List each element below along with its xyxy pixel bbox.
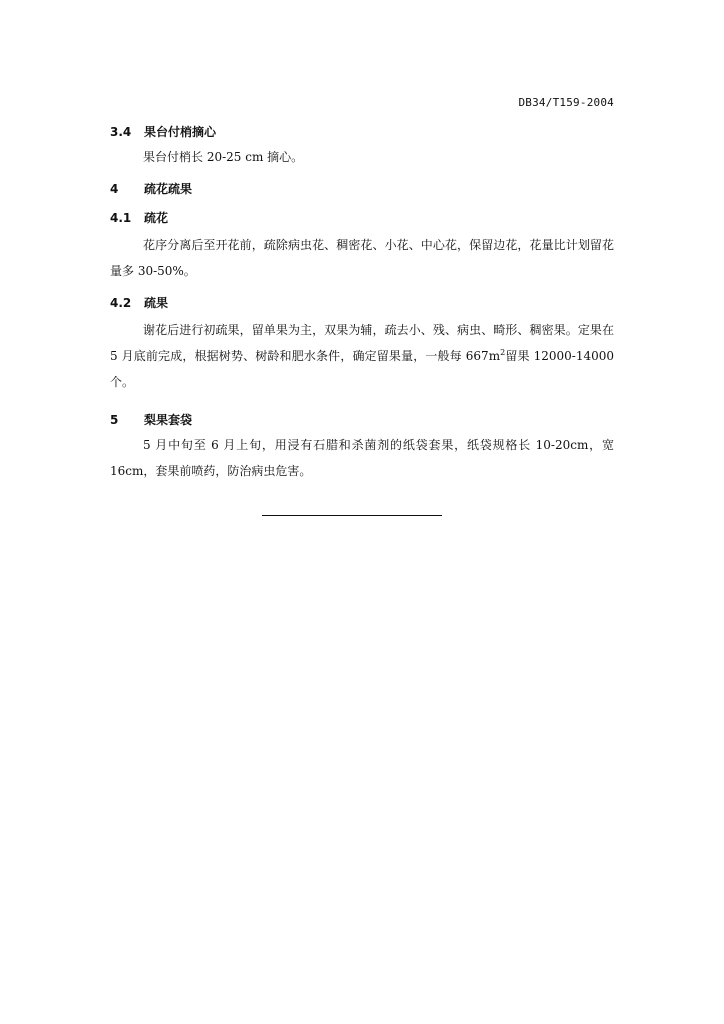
heading-4 bbox=[110, 180, 192, 197]
section-number: 4 bbox=[110, 182, 119, 196]
heading-3-4 bbox=[110, 123, 216, 140]
paragraph-text: 留果 12000-14000 个。 bbox=[110, 349, 614, 389]
section-title: 疏花 bbox=[144, 211, 169, 225]
end-rule bbox=[262, 515, 442, 516]
paragraph-3-4: 果台付梢长 20-25 cm 摘心。 bbox=[143, 150, 304, 164]
superscript: 2 bbox=[500, 348, 506, 357]
paragraph-5: 5 月中旬至 6 月上旬，用浸有石腊和杀菌剂的纸袋套果，纸袋规格长 10-20cm，宽 16cm，套果前喷药，防治病虫危害。 bbox=[110, 438, 614, 478]
heading-4-2 bbox=[110, 294, 168, 311]
paragraph-4-1: 花序分离后至开花前，疏除病虫花、稠密花、小花、中心花，保留边花，花量比计划留花量多 30-50%。 bbox=[110, 238, 614, 278]
section-number: 4.1 bbox=[110, 211, 132, 225]
heading-4-1 bbox=[110, 209, 168, 226]
section-title: 疏花疏果 bbox=[144, 182, 193, 196]
heading-5 bbox=[110, 411, 192, 428]
section-number: 5 bbox=[110, 413, 119, 427]
paragraph-4-2 bbox=[110, 317, 614, 395]
section-number: 3.4 bbox=[110, 125, 132, 139]
section-title: 梨果套袋 bbox=[144, 413, 193, 427]
standard-code: DB34/T159-2004 bbox=[518, 96, 614, 109]
section-title: 果台付梢摘心 bbox=[144, 125, 217, 139]
section-title: 疏果 bbox=[144, 296, 169, 310]
paragraph-text: 谢花后进行初疏果，留单果为主，双果为辅，疏去小、残、病虫、畸形、稠密果。定果在 5 月底前完成，根据树势、树龄和肥水条件，确定留果量，一般每 667m bbox=[110, 323, 614, 363]
section-number: 4.2 bbox=[110, 296, 132, 310]
